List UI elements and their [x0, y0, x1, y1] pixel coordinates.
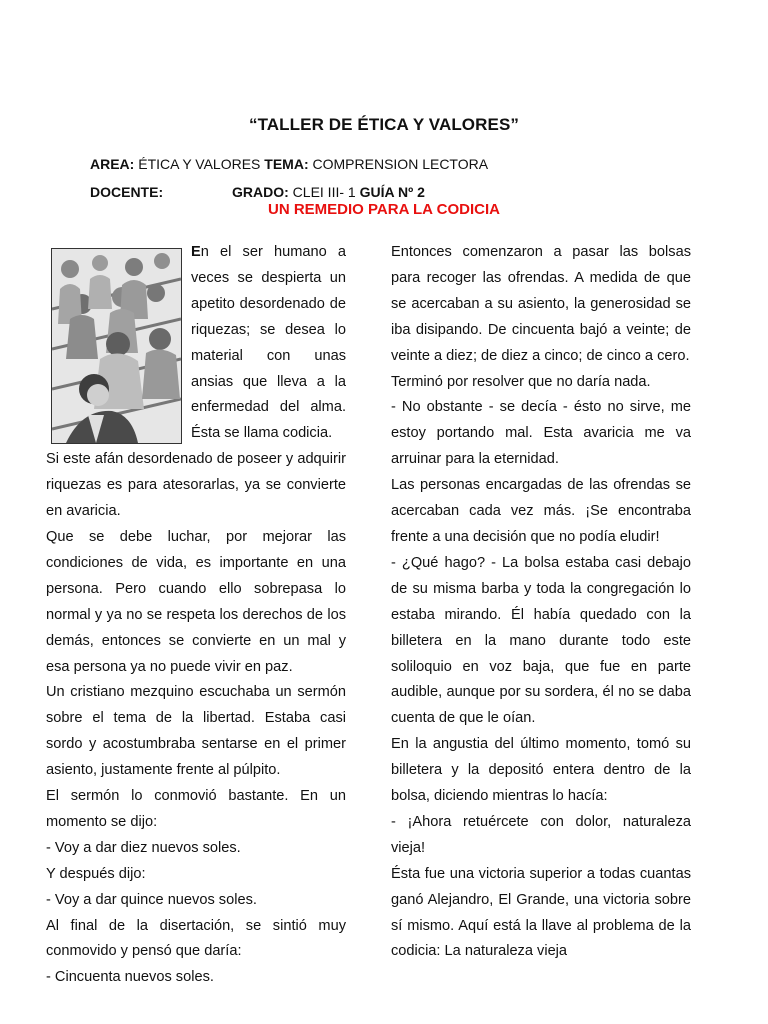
paragraph: - Voy a dar quince nuevos soles. — [46, 891, 257, 908]
paragraph: Un cristiano mezquino escuchaba un sermón sobre el tema de la libertad. Estaba casi sordo y acostumbraba sentarse en el primer asiento, justamente frente al púlpito. — [46, 684, 346, 779]
drop-cap: E — [191, 244, 201, 260]
area-label: AREA: — [90, 156, 135, 172]
paragraph: - Cincuenta nuevos soles. — [46, 969, 214, 986]
congregation-illustration-icon — [51, 248, 182, 444]
area-value: ÉTICA Y VALORES — [134, 156, 265, 172]
paragraph: Que se debe luchar, por mejorar las condiciones de vida, es importante en una persona. Pero cuando ello sobrepasa lo normal y ya no se respeta los derechos de los demás, entonces se convierte en un mal y esa persona ya no puede vivir en paz. — [46, 528, 346, 675]
paragraph: Las personas encargadas de las ofrendas se acercaban cada vez más. ¡Se encontraba frente a una decisión que no podía eludir! — [391, 477, 691, 545]
paragraph: El sermón lo conmovió bastante. En un momento se dijo: — [46, 788, 346, 830]
tema-value: COMPRENSION LECTORA — [308, 156, 489, 172]
grado-line — [232, 184, 425, 200]
paragraph: - No obstante - se decía - ésto no sirve, me estoy portando mal. Esta avaricia me va arruinar para la eternidad. — [391, 399, 691, 468]
paragraph: Terminó por resolver que no daría nada. — [391, 373, 651, 390]
paragraph: - Voy a dar diez nuevos soles. — [46, 839, 241, 856]
left-column — [46, 240, 346, 991]
paragraph: - ¡Ahora retuércete con dolor, naturaleza vieja! — [391, 813, 691, 856]
paragraph: Al final de la disertación, se sintió muy conmovido y pensó que daría: — [46, 917, 346, 960]
section-title: UN REMEDIO PARA LA CODICIA — [268, 201, 500, 218]
page-title: “TALLER DE ÉTICA Y VALORES” — [248, 115, 519, 134]
grado-value: CLEI III- 1 — [288, 184, 360, 200]
right-column — [391, 240, 691, 965]
paragraph: - ¿Qué hago? - La bolsa estaba casi debajo de su misma barba y toda la congregación lo estaba mirando. Él había quedado con la billetera en la mano durante todo este soliloquio en voz baja, que fue en parte audible, aunque por su sordera, él no se daba cuenta de que le oían. — [391, 554, 691, 727]
docente-label: DOCENTE: — [90, 184, 164, 200]
tema-label: TEMA: — [264, 156, 309, 172]
paragraph: Entonces comenzaron a pasar las bolsas para recoger las ofrendas. A medida de que se acercaban a su asiento, la generosidad se iba disipando. De cincuenta bajó a veinte; de veinte a diez; de diez a cinco; de cinco a cero. — [391, 244, 691, 364]
paragraph: Ésta fue una victoria superior a todas cuantas ganó Alejandro, El Grande, una victoria sobre sí mismo. Aquí está la llave al problema de la codicia: La naturaleza vieja — [391, 865, 691, 960]
area-line — [90, 156, 488, 172]
intro-text: n el ser humano a veces se despierta un apetito desordenado de riquezas; se desea lo material con unas ansias que lleva a la enfermedad del alma. Ésta se llama codicia. — [191, 244, 346, 442]
paragraph: Si este afán desordenado de poseer y adquirir riquezas es para atesorarlas, ya se convierte en avaricia. — [46, 451, 346, 520]
docente-line — [90, 184, 163, 200]
guia-label: GUÍA Nº 2 — [359, 184, 425, 200]
grado-label: GRADO: — [232, 184, 289, 200]
paragraph: Y después dijo: — [46, 865, 146, 882]
paragraph: En la angustia del último momento, tomó su billetera y la depositó entera dentro de la bolsa, diciendo mientras lo hacía: — [391, 736, 691, 805]
